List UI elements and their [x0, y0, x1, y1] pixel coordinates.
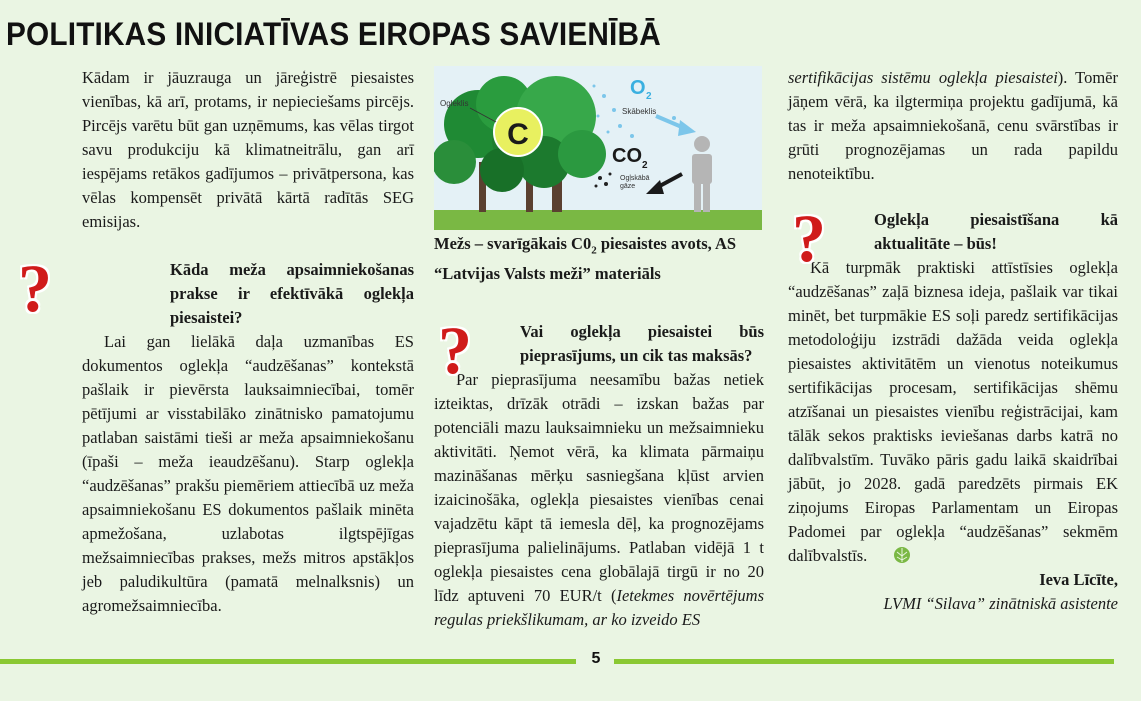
svg-text:2: 2 — [642, 160, 648, 171]
leaf-icon — [871, 546, 889, 564]
column-1 — [18, 66, 414, 618]
author-name: Ieva Līcīte, — [1039, 570, 1118, 589]
continued-paragraph: sertifikācijas sistēmu oglekļa piesaistei). Tomēr jāņem vērā, ka ilgtermiņa projektu gadījumā, kā tas ir meža apsaimniekošanā, cenu svārstības ir grūti prognozējamas un rada papildu nenoteiktību. — [788, 68, 1118, 183]
carbon-symbol: C — [507, 118, 529, 151]
author-affiliation: LVMI “Silava” zinātniskā asistente — [883, 594, 1118, 613]
answer-paragraph: Lai gan lielākā daļa uzmanības ES dokumentos oglekļa “audzēšanas” kontekstā pašlaik ir pievērsta lauksaimniecībai, tomēr pētījumi ar visstabilāko zinātnisko pamatojumu patlaban saistāmi tieši ar meža apsaimniekošanu (īpaši – meža ieaudzēšanu). Starp oglekļa “audzēšanas” prakšu piemēriem attiecībā uz meža apsaimniekošanu ES dokumentos pašlaik minēta apmežošana, uzlabotas ilgtspējīgas mežsaimniecības prakses, mežs mitros apstākļos jeb paludikultūra (pamatā melnalksnis) un agromežsaimniecība. — [82, 332, 414, 615]
question-mark-icon: ? — [438, 312, 472, 389]
svg-text:2: 2 — [646, 91, 652, 102]
column-2 — [434, 232, 764, 632]
question-heading: Vai oglekļa piesaistei būs pieprasījums, un cik tas maksās? — [520, 322, 764, 366]
question-mark-icon: ? — [792, 200, 826, 276]
oxygen-label: Skābeklis — [622, 107, 657, 116]
forest-illustration — [434, 66, 762, 230]
question-mark-icon: ? — [18, 250, 52, 326]
svg-text:gāze: gāze — [620, 183, 636, 190]
forest-diagram — [434, 66, 762, 230]
carbon-label: Ogleklis — [440, 99, 469, 108]
co2-symbol: CO — [612, 145, 642, 167]
question-block-3 — [788, 200, 1118, 616]
footer-rule-left — [0, 659, 576, 664]
svg-text:Ogļskābā: Ogļskābā — [620, 175, 650, 182]
question-block-1 — [18, 250, 414, 618]
column-3 — [788, 66, 1118, 616]
figure-caption: Mežs – svarīgākais $C0_2$ piesaistes avots, AS “Latvijas Valsts meži” materiāls — [434, 234, 737, 284]
page-number: 5 — [591, 650, 601, 667]
answer-paragraph: Par pieprasījuma neesamību bažas netiek izteiktas, drīzāk otrādi – izskan bažas par potenciāli mazu lauksaimnieku un mežsaimnieku aktivitāti. Ņemot vērā, ka klimata pārmaiņu mazināšanas mērķu sasniegšana kļūst arvien izaicinošāka, oglekļa piesaistes vienības cenai vajadzētu kāpt tā iemesla dēļ, ka prognozējams pieprasījuma palielinājums. Patlaban vidējā 1 t oglekļa piesaistes cena globālajā tirgū ir no 20 līdz aptuveni 70 EUR/t (Ietekmes novērtējums regulas priekšlikumam, ar ko izveido ES — [434, 370, 764, 630]
question-block-2 — [434, 312, 764, 632]
footer-rule-right — [614, 659, 1114, 664]
answer-paragraph: Kā turpmāk praktiski attīstīsies oglekļa “audzēšanas” zaļā biznesa ideja, pašlaik var tikai minēt, bet turpmākie ES soļi paredz sertifikācijas metodoloģiju izstrādi dažāda veida oglekļa piesaistes aktivitātēm un vienotus noteikumus sertifikācijas procesam, sertifikācijas shēmu atzīšanai un piesaistes vienību reģistrācijai, kam tālāk sekos praktisks ieviešanas darbs katrā no dalībvalstīm. Tuvāko pāris gadu laikā skaidrībai jābūt, jo 2028. gadā paredzēts pirmais EK ziņojums Eiropas Parlamentam un Eiropas Padomei par oglekļa “audzēšanas” sekmēm dalībvalstīs. — [788, 258, 1118, 565]
question-heading: Oglekļa piesaistīšana kā aktualitāte – būs! — [874, 210, 1118, 253]
page-title: POLITIKAS INICIATĪVAS EIROPAS SAVIENĪBĀ — [6, 16, 661, 52]
question-heading: Kāda meža apsaimniekošanas prakse ir efektīvākā oglekļa piesaistei? — [170, 260, 414, 327]
o2-symbol: O — [630, 77, 646, 99]
intro-paragraph: Kādam ir jāuzrauga un jāreģistrē piesaistes vienības, kā arī, protams, ir nepieciešams pircējs. Pircējs varētu būt gan uzņēmums, kas vēlas tirgot savu produkciju kā klimatneitrālu, gan arī iespējams retākos gadījumos – privātpersona, kas vēlas kompensēt privātā kārtā radītās SEG emisijas. — [82, 68, 414, 231]
